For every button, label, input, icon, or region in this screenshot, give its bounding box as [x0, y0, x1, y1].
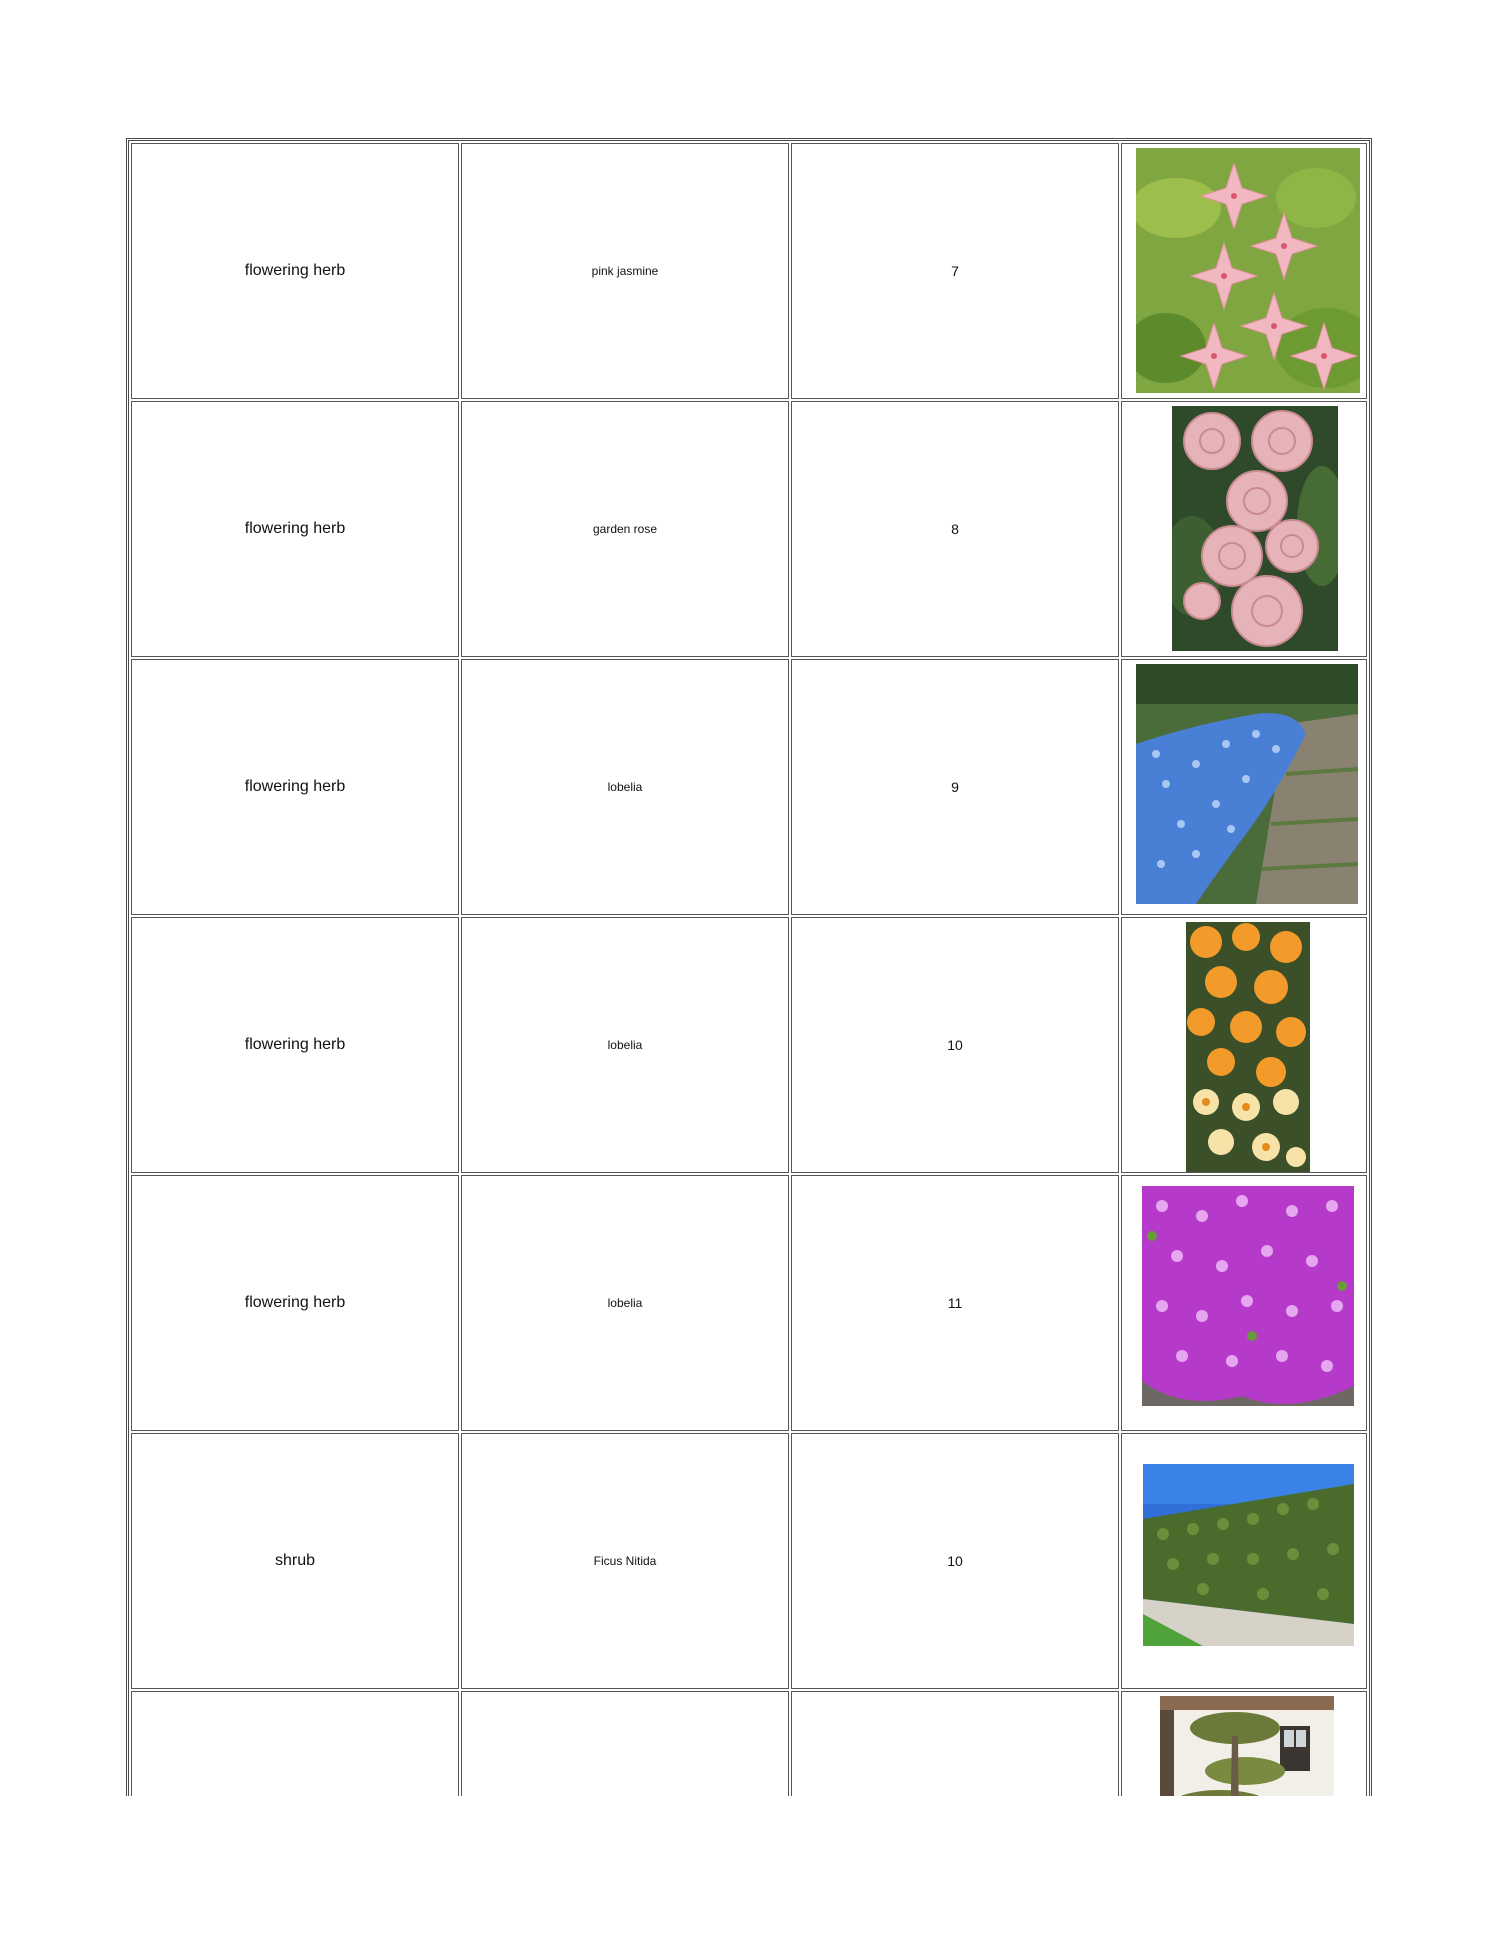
photo-cell [1121, 401, 1367, 657]
number-cell: 9 [791, 659, 1119, 915]
category-cell: flowering herb [131, 659, 459, 915]
plant-name-cell: lobelia [461, 659, 789, 915]
photo-cell [1121, 1433, 1367, 1689]
category-cell [131, 1691, 459, 1796]
garden-rose-photo [1172, 406, 1338, 651]
category-cell: flowering herb [131, 143, 459, 399]
table-row [131, 1691, 1367, 1796]
plant-name-cell [461, 1691, 789, 1796]
plant-name-cell: lobelia [461, 917, 789, 1173]
number-cell: 11 [791, 1175, 1119, 1431]
number-cell: 7 [791, 143, 1119, 399]
photo-cell [1121, 1175, 1367, 1431]
number-cell: 10 [791, 917, 1119, 1173]
photo-cell [1121, 143, 1367, 399]
plant-table [126, 138, 1372, 1796]
blue-lobelia-path-photo [1136, 664, 1358, 904]
plant-name-cell: pink jasmine [461, 143, 789, 399]
table-row [131, 917, 1367, 1173]
photo-cell [1121, 917, 1367, 1173]
category-cell: flowering herb [131, 917, 459, 1173]
category-cell: flowering herb [131, 1175, 459, 1431]
pink-jasmine-photo [1136, 148, 1360, 393]
number-cell: 8 [791, 401, 1119, 657]
table-row [131, 1175, 1367, 1431]
table-row [131, 143, 1367, 399]
table-row [131, 659, 1367, 915]
table-row [131, 1433, 1367, 1689]
category-cell: shrub [131, 1433, 459, 1689]
ficus-hedge-photo [1143, 1464, 1354, 1646]
plant-name-cell: Ficus Nitida [461, 1433, 789, 1689]
photo-cell [1121, 659, 1367, 915]
table-row [131, 401, 1367, 657]
topiary-tree-photo [1160, 1696, 1334, 1796]
number-cell: 10 [791, 1433, 1119, 1689]
category-cell: flowering herb [131, 401, 459, 657]
plant-name-cell: lobelia [461, 1175, 789, 1431]
orange-poppy-photo [1186, 922, 1310, 1172]
plant-name-cell: garden rose [461, 401, 789, 657]
photo-cell [1121, 1691, 1367, 1796]
number-cell [791, 1691, 1119, 1796]
purple-lobelia-planter-photo [1142, 1186, 1354, 1418]
